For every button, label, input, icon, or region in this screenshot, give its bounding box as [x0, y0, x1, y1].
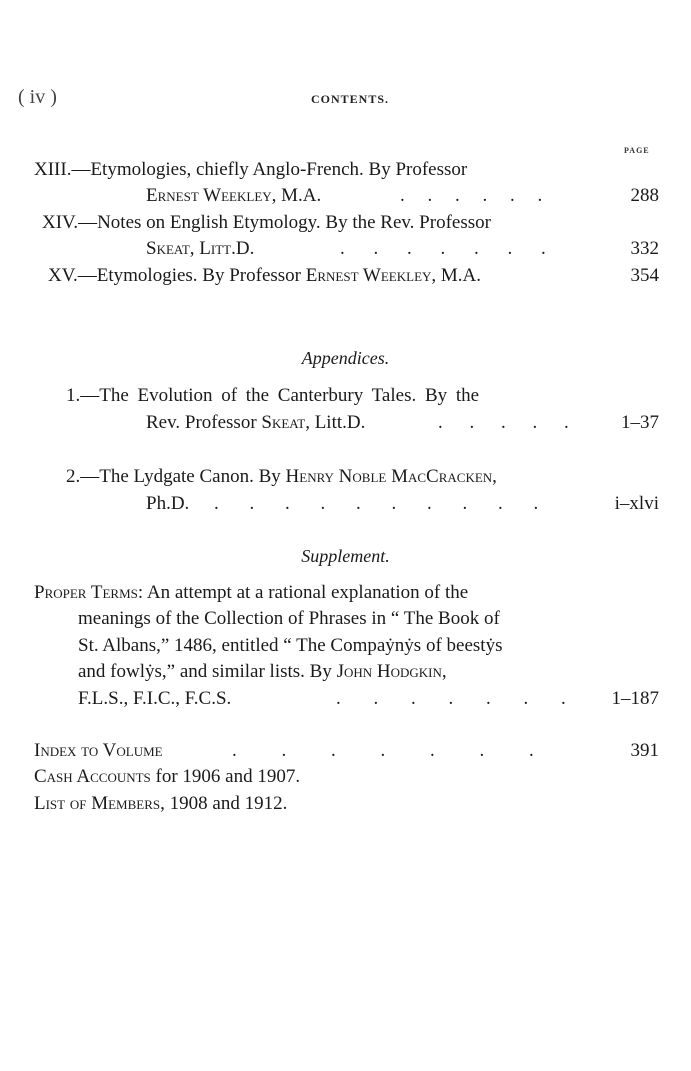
paper-author: Skeat, Litt.D.	[146, 238, 255, 259]
page-ref: 354	[630, 265, 659, 286]
page-ref: 288	[630, 185, 659, 206]
supplement-entry	[34, 582, 468, 604]
paper-entry	[42, 212, 491, 234]
page-ref: 1–187	[611, 688, 659, 709]
appendix-entry	[66, 466, 497, 488]
paper-numeral: XIII.—	[34, 159, 91, 180]
members-entry	[34, 793, 287, 815]
appendix-title: The Evolution of the Canterbury Tales. By the	[99, 385, 480, 406]
supplement-line: meanings of the Collection of Phrases in “ The Book of	[78, 608, 500, 629]
appendix-entry	[66, 385, 479, 407]
paper-title: Notes on English Etymology. By the Rev. Professor	[97, 212, 491, 233]
paper-author: Ernest Weekley, M.A.	[305, 265, 482, 286]
cash-accounts-label: Cash Accounts	[34, 766, 151, 787]
appendices-heading: Appendices.	[301, 348, 390, 368]
appendix-numeral: 2.—	[66, 466, 100, 487]
paper-author-line	[146, 238, 254, 260]
leader-dots: . . . . . . .	[336, 688, 566, 709]
appendix-author: Skeat	[261, 412, 306, 433]
supplement-text: : An attempt at a rational explanation of the	[137, 582, 469, 603]
supplement-degrees: F.L.S., F.I.C., F.C.S.	[78, 688, 232, 709]
supplement-text: and fowlẏs,” and similar lists. By	[78, 661, 332, 682]
paper-title: Etymologies, chiefly Anglo-French. By Professor	[90, 159, 468, 180]
supplement-author: John Hodgkin,	[336, 661, 447, 682]
page-number: ( iv )	[18, 86, 57, 108]
cash-accounts-years: for 1906 and 1907.	[150, 766, 301, 787]
leader-dots: . . . . . . .	[340, 238, 546, 259]
page-ref: 1–37	[621, 412, 659, 433]
paper-numeral: XIV.—	[42, 212, 98, 233]
appendix-author-prefix: Rev. Professor	[146, 412, 257, 433]
running-title: CONTENTS.	[310, 92, 390, 106]
supplement-line: St. Albans,” 1486, entitled “ The Compaẏnẏs of beestẏs	[78, 635, 503, 656]
page-ref: 391	[630, 740, 659, 761]
paper-numeral: XV.—	[48, 265, 97, 286]
page-ref: i–xlvi	[614, 493, 659, 514]
members-label: List of Members	[34, 793, 161, 814]
leader-dots: . . . . . . . . . .	[214, 493, 539, 514]
leader-dots: . . . . .	[438, 412, 569, 433]
appendix-author-suffix: , Litt.D.	[305, 412, 366, 433]
supplement-label: Proper Terms	[34, 582, 138, 603]
paper-title: Etymologies. By Professor	[96, 265, 301, 286]
leader-dots: . . . . . . .	[232, 740, 534, 761]
appendix-author: Henry Noble MacCracken,	[285, 466, 497, 487]
appendix-author-line	[146, 412, 365, 434]
paper-entry	[48, 265, 481, 287]
paper-author-line	[146, 185, 321, 207]
supplement-heading: Supplement.	[301, 546, 390, 566]
page-ref: 332	[630, 238, 659, 259]
index-entry	[34, 740, 163, 762]
leader-dots: . . . . . .	[400, 185, 543, 206]
index-label: Index to Volume	[34, 740, 163, 761]
cash-accounts-entry	[34, 766, 300, 788]
appendix-degree: Ph.D.	[146, 493, 190, 514]
appendix-degree-line	[146, 493, 189, 515]
members-years: , 1908 and 1912.	[160, 793, 288, 814]
paper-entry	[34, 159, 467, 181]
paper-author: Ernest Weekley, M.A.	[146, 185, 322, 206]
appendix-title: The Lydgate Canon. By	[99, 466, 281, 487]
page-column-label: PAGE	[624, 146, 650, 155]
supplement-author-line	[78, 661, 447, 683]
appendix-numeral: 1.—	[66, 385, 100, 406]
